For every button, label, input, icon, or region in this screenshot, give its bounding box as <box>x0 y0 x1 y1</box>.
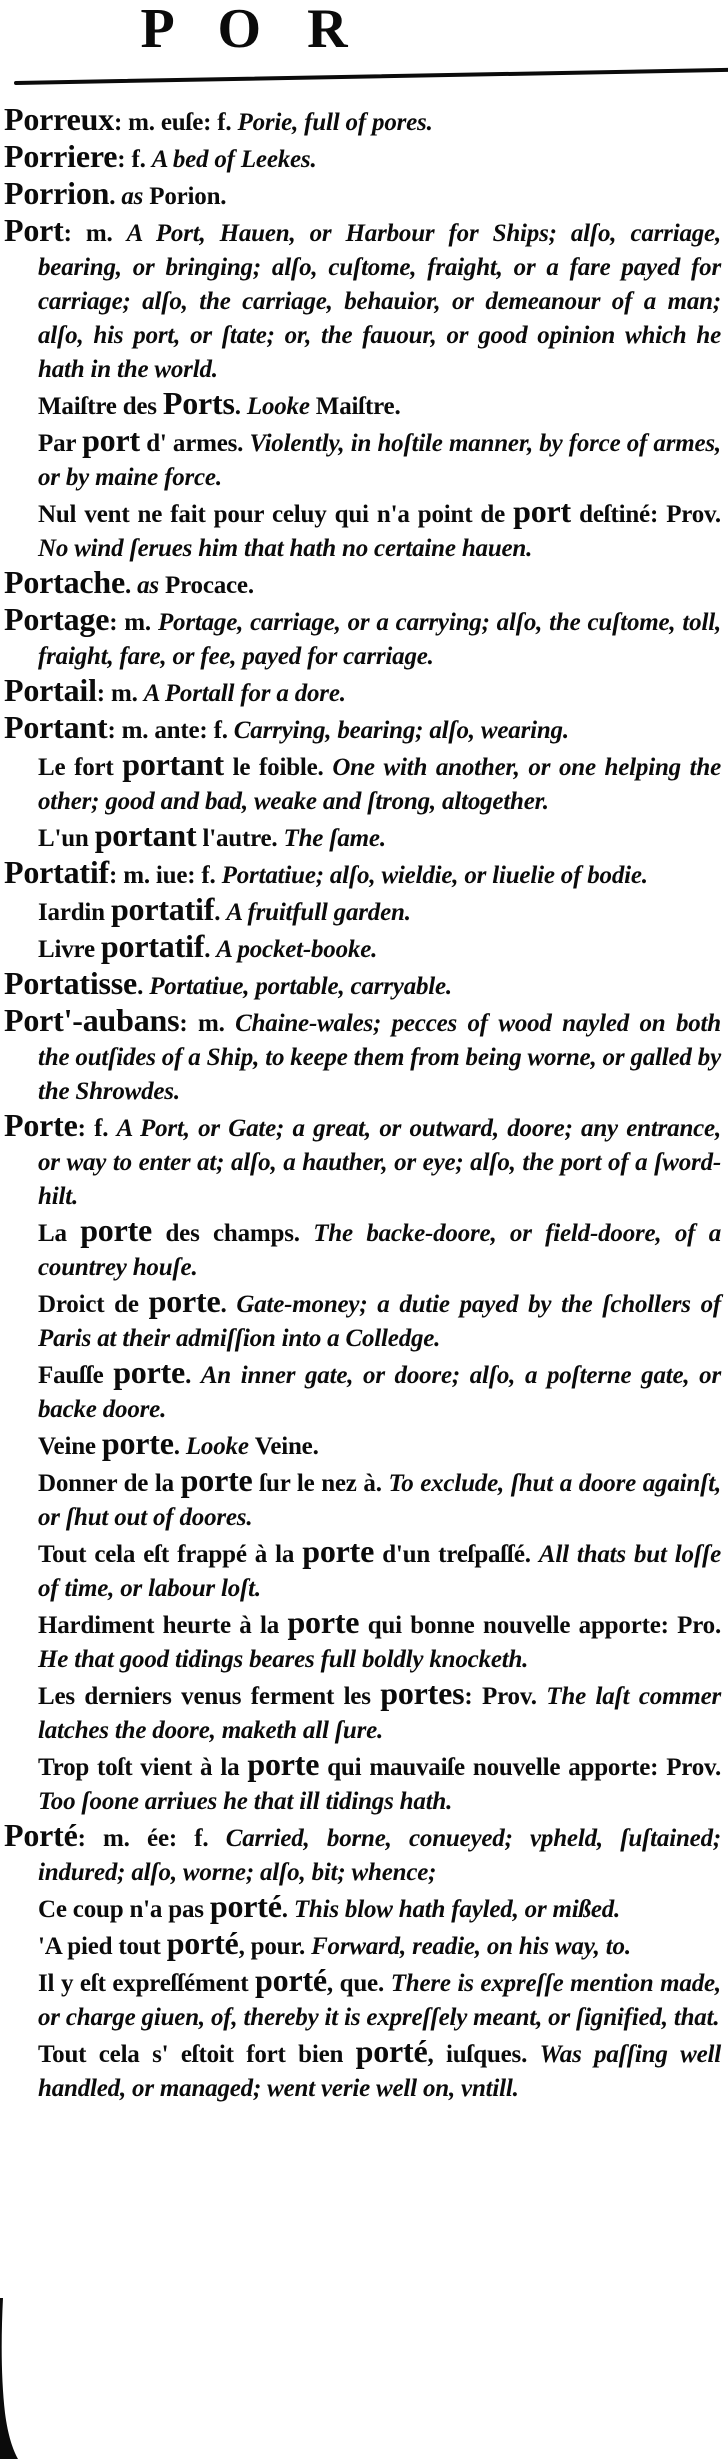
entry-roman-text: Droict de <box>38 1291 149 1318</box>
entry-headword: porte <box>287 1604 360 1640</box>
dictionary-subentry <box>4 1464 721 1535</box>
dictionary-entry <box>4 856 721 893</box>
entry-italic-gloss: Looke <box>185 1433 255 1460</box>
entry-italic-gloss: Was paſſing well handled, or managed; went verie well on, vntill. <box>38 2041 721 2102</box>
entry-headword: portes <box>380 1675 465 1711</box>
entry-italic-gloss: A Port, or Gate; a great, or outward, doore; any entrance, or way to enter at; alſo, a hauther, or eye; alſo, the port of a ſword-hilt. <box>38 1115 721 1210</box>
entry-roman-text: : f. <box>77 1115 117 1142</box>
entry-roman-text: . <box>214 899 227 926</box>
entry-headword: porté <box>209 1888 282 1924</box>
entry-italic-gloss: The laſt commer latches the doore, maketh all ſure. <box>38 1683 721 1744</box>
entry-roman-text: : m. <box>96 680 144 707</box>
entry-headword: portant <box>122 746 224 782</box>
entry-italic-gloss: as <box>137 572 166 599</box>
entry-roman-text: Par <box>38 430 83 457</box>
dictionary-entry <box>4 1004 721 1109</box>
entry-roman-text: Procace. <box>165 572 254 599</box>
entry-roman-text: des champs. <box>152 1220 314 1247</box>
header-rule <box>14 68 728 85</box>
entry-roman-text: Maiſtre des <box>38 393 163 420</box>
dictionary-entry <box>4 103 721 140</box>
entry-headword: porte <box>302 1533 375 1569</box>
running-head: P O R <box>140 0 364 60</box>
entry-headword: Ports <box>162 385 235 421</box>
entry-roman-text: Livre <box>38 936 101 963</box>
dictionary-subentry <box>4 748 721 819</box>
dictionary-subentry <box>4 1677 721 1748</box>
entry-roman-text: . <box>173 1433 186 1460</box>
dictionary-subentry <box>4 1285 721 1356</box>
entry-roman-text: Iardin <box>38 899 111 926</box>
entry-headword: Portant <box>4 709 108 745</box>
entry-headword: porte <box>113 1354 186 1390</box>
entry-italic-gloss: A Portall for a dore. <box>143 680 346 707</box>
entry-italic-gloss: Looke <box>246 393 316 420</box>
entry-roman-text: qui bonne nouvelle apporte: Pro. <box>359 1612 722 1639</box>
entry-roman-text: d'un treſpaſſé. <box>374 1541 539 1568</box>
entry-italic-gloss: A fruitfull garden. <box>226 899 411 926</box>
entry-roman-text: Hardiment heurte à la <box>38 1612 288 1639</box>
entry-headword: Porriere <box>4 138 118 174</box>
entry-italic-gloss: A bed of Leekes. <box>151 146 317 173</box>
dictionary-subentry <box>4 1356 721 1427</box>
entry-headword: Porté <box>4 1817 78 1853</box>
entry-italic-gloss: An inner gate, or doore; alſo, a poſterne gate, or backe doore. <box>38 1362 722 1423</box>
entry-italic-gloss: Too ſoone arriues he that ill tidings hath. <box>38 1788 453 1815</box>
entry-italic-gloss: Gate-money; a dutie payed by the ſchollers of Paris at their admiſſion into a Colledge. <box>38 1291 721 1352</box>
entry-roman-text: deſtiné: Prov. <box>571 501 721 528</box>
dictionary-entry <box>4 967 721 1004</box>
entry-roman-text: . <box>137 973 150 1000</box>
entry-italic-gloss: Portage, carriage, or a carrying; alſo, the cuſtome, toll, fraight, fare, or fee, payed for carriage. <box>38 609 721 670</box>
dictionary-entry <box>4 674 721 711</box>
entry-roman-text: La <box>38 1220 81 1247</box>
dictionary-subentry <box>4 930 721 967</box>
entry-roman-text: . <box>125 572 138 599</box>
entry-italic-gloss: Carried, borne, conueyed; vpheld, ſuſtained; indured; alſo, worne; alſo, bit; whence; <box>38 1825 721 1886</box>
entry-roman-text: Il y eſt expreſſément <box>38 1970 256 1997</box>
entry-headword: Port <box>4 212 64 248</box>
entry-italic-gloss: One with another, or one helping the other; good and bad, weake and ſtrong, altogether. <box>38 754 722 815</box>
entry-headword: port <box>82 422 140 458</box>
entry-headword: Portail <box>4 672 97 708</box>
entry-roman-text: Porion. <box>149 183 227 210</box>
entry-roman-text: Ce coup n'a pas <box>38 1896 210 1923</box>
entry-italic-gloss: Portatiue; alſo, wieldie, or liuelie of bodie. <box>221 862 648 889</box>
entry-roman-text: Trop toſt vient à la <box>38 1754 248 1781</box>
entry-headword: porté <box>255 1962 327 1998</box>
dictionary-subentry <box>4 1214 721 1285</box>
entry-roman-text: d' armes. <box>139 430 250 457</box>
entry-italic-gloss: This blow hath fayled, or mißed. <box>293 1896 621 1923</box>
entry-roman-text: : Prov. <box>464 1683 547 1710</box>
entry-headword: Portatif <box>4 854 110 890</box>
entry-italic-gloss: No wind ſerues him that hath no certaine hauen. <box>38 535 533 562</box>
entry-headword: port <box>513 493 572 529</box>
entry-roman-text: . <box>234 393 247 420</box>
dictionary-entry <box>4 214 721 387</box>
entry-headword: porte <box>80 1212 153 1248</box>
entry-headword: portatif <box>100 928 205 964</box>
entry-roman-text: L'un <box>38 825 95 852</box>
entry-roman-text: l'autre. <box>196 825 284 852</box>
entry-roman-text: Donner de la <box>38 1470 181 1497</box>
entry-italic-gloss: To exclude, ſhut a doore againſt, or ſhut out of doores. <box>38 1470 722 1531</box>
entry-roman-text: Nul vent ne fait pour celuy qui n'a point de <box>38 501 514 528</box>
entry-roman-text: : m. <box>109 609 158 636</box>
entry-headword: porté <box>166 1925 239 1961</box>
entry-roman-text: . <box>220 1291 237 1318</box>
entry-italic-gloss: Portatiue, portable, carryable. <box>149 973 452 1000</box>
dictionary-entry <box>4 140 721 177</box>
entry-headword: Porte <box>4 1107 78 1143</box>
dictionary-subentry <box>4 1748 721 1819</box>
entry-headword: portatif <box>110 891 215 927</box>
dictionary-subentry <box>4 1964 721 2035</box>
entry-italic-gloss: The backe-doore, or field-doore, of a countrey houſe. <box>38 1220 722 1281</box>
entry-roman-text: , que. <box>326 1970 391 1997</box>
entry-italic-gloss: A Port, Hauen, or Harbour for Ships; alſo, carriage, bearing, or bringing; alſo, cuſtome, fraight, or a fare payed for carriage; alſo, the carriage, behauior, or demeanour of a man; alſo, his port, or ſtate; or, the fauour, or good opinion which he hath in the world. <box>38 220 721 383</box>
entry-headword: porte <box>247 1746 320 1782</box>
entry-roman-text: Maiſtre. <box>315 393 401 420</box>
entry-italic-gloss: There is expreſſe mention made, or charge giuen, of, thereby it is expreſſely meant, or ſignified, that. <box>38 1970 721 2031</box>
entry-headword: Porreux <box>4 101 114 137</box>
entry-headword: Portatisse <box>4 965 138 1001</box>
dictionary-subentry <box>4 1927 721 1964</box>
entry-roman-text: : m. <box>179 1010 236 1037</box>
dictionary-entry <box>4 1109 721 1214</box>
dictionary-entry <box>4 177 721 214</box>
entry-headword: Portage <box>4 601 110 637</box>
dictionary-subentry <box>4 424 721 495</box>
entry-italic-gloss: Forward, readie, on his way, to. <box>311 1933 631 1960</box>
dictionary-subentry <box>4 1427 721 1464</box>
entry-roman-text: qui mauvaiſe nouvelle apporte: Prov. <box>319 1754 722 1781</box>
entry-roman-text: : f. <box>117 146 152 173</box>
page-edge-artifact <box>0 2298 20 2459</box>
entry-roman-text: Veine <box>38 1433 102 1460</box>
entry-italic-gloss: Carrying, bearing; alſo, wearing. <box>233 717 569 744</box>
entry-roman-text: le foible. <box>223 754 333 781</box>
entry-headword: porté <box>355 2033 428 2069</box>
entry-roman-text: Veine. <box>254 1433 319 1460</box>
entry-roman-text: . <box>109 183 122 210</box>
entry-headword: Porrion <box>4 175 110 211</box>
entry-roman-text: . <box>204 936 217 963</box>
dictionary-subentry <box>4 819 721 856</box>
entry-italic-gloss: Chaine-wales; pecces of wood nayled on both the outſides of a Ship, to keepe them from being worne, or galled by the Shrowdes. <box>38 1010 721 1105</box>
entry-headword: Port'-aubans <box>4 1002 180 1038</box>
dictionary-subentry <box>4 387 721 424</box>
dictionary-subentry <box>4 2035 721 2106</box>
entry-roman-text: , iuſques. <box>427 2041 540 2068</box>
dictionary-subentry <box>4 1606 721 1677</box>
entry-headword: porte <box>101 1425 174 1461</box>
dictionary-entry <box>4 1819 721 1890</box>
entry-roman-text: ſur le nez à. <box>252 1470 389 1497</box>
entry-headword: porte <box>148 1283 221 1319</box>
entry-italic-gloss: Violently, in hoſtile manner, by force of armes, or by maine force. <box>38 430 721 491</box>
entry-roman-text: : m. euſe: f. <box>113 109 238 136</box>
entry-roman-text: 'A pied tout <box>38 1933 167 1960</box>
entry-roman-text: : m. <box>63 220 127 247</box>
entry-headword: portant <box>94 817 197 853</box>
entry-italic-gloss: The ſame. <box>283 825 386 852</box>
dictionary-subentry <box>4 495 721 566</box>
entry-roman-text: . <box>185 1362 201 1389</box>
entry-italic-gloss: Porie, full of pores. <box>237 109 433 136</box>
dictionary-column <box>4 103 721 2106</box>
entry-italic-gloss: He that good tidings beares full boldly knocketh. <box>38 1646 529 1673</box>
dictionary-subentry <box>4 1535 721 1606</box>
entry-italic-gloss: All thats but loſſe of time, or labour loſt. <box>38 1541 722 1602</box>
entry-italic-gloss: A pocket-booke. <box>216 936 378 963</box>
entry-roman-text: : m. ée: f. <box>77 1825 226 1852</box>
entry-roman-text: , pour. <box>238 1933 312 1960</box>
entry-roman-text: : m. iue: f. <box>109 862 222 889</box>
entry-italic-gloss: as <box>121 183 150 210</box>
entry-roman-text: : m. ante: f. <box>107 717 234 744</box>
entry-roman-text: Tout cela s' eſtoit fort bien <box>38 2041 356 2068</box>
dictionary-subentry <box>4 893 721 930</box>
dictionary-subentry <box>4 1890 721 1927</box>
entry-headword: Portache <box>4 564 126 600</box>
entry-roman-text: Les derniers venus ferment les <box>38 1683 381 1710</box>
entry-roman-text: Le fort <box>38 754 123 781</box>
dictionary-entry <box>4 603 721 674</box>
dictionary-entry <box>4 711 721 748</box>
entry-roman-text: Fauſſe <box>38 1362 114 1389</box>
entry-roman-text: . <box>281 1896 294 1923</box>
entry-roman-text: Tout cela eſt frappé à la <box>38 1541 303 1568</box>
entry-headword: porte <box>180 1462 253 1498</box>
dictionary-entry <box>4 566 721 603</box>
